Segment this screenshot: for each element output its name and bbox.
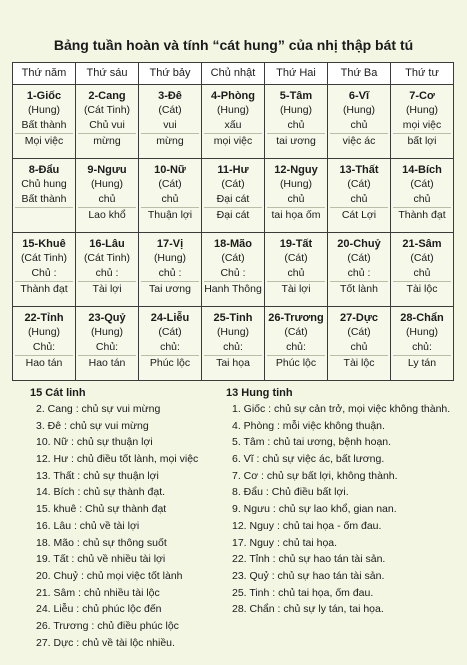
weekday-header: Thứ Hai [265, 63, 328, 85]
star-type: (Hung) [27, 104, 61, 116]
star-line: chủ [413, 193, 431, 205]
star-line: vui [163, 119, 177, 131]
list-item: 12. Hư : chủ điều tốt lành, mọi việc [36, 453, 199, 466]
star-row [13, 307, 454, 381]
star-cell [139, 307, 202, 381]
star-line: Thuận lợi [141, 207, 199, 223]
weekday-header-row [13, 63, 454, 85]
star-type: (Cát) [158, 178, 182, 190]
good-stars-list [30, 385, 210, 651]
star-cell [202, 307, 265, 381]
star-name: 16-Lâu [89, 238, 125, 250]
star-line: chủ [287, 119, 305, 131]
star-line: Chủ : [220, 267, 246, 279]
star-cell [202, 159, 265, 233]
weekday-header: Thứ sáu [76, 63, 139, 85]
good-stars-heading: 15 Cát linh [30, 387, 86, 399]
list-item: 10. Nữ : chủ sự thuận lợi [36, 436, 153, 449]
star-name: 22-Tỉnh [24, 312, 64, 324]
star-line: mọi việc [204, 133, 262, 149]
star-type: (Cát) [158, 104, 182, 116]
star-line: Tốt lành [330, 281, 388, 297]
star-type: (Cát) [158, 326, 182, 338]
star-name: 1-Giốc [26, 90, 62, 102]
star-line: Đại cát [216, 193, 250, 205]
star-line: Tài lợi [78, 281, 136, 297]
star-line: Mọi việc [15, 133, 73, 149]
star-name: 20-Chuỷ [337, 238, 381, 250]
star-type: (Cát) [410, 252, 434, 264]
star-name: 11-Hư [217, 164, 249, 176]
star-cell [391, 307, 454, 381]
star-line: Bất thành [21, 119, 67, 131]
star-name: 17-Vị [156, 238, 184, 250]
list-item: 21. Sâm : chủ nhiều tài lộc [36, 586, 160, 599]
star-line: chủ [350, 119, 368, 131]
list-item: 14. Bích : chủ sự thành đạt. [36, 486, 166, 499]
star-line: chủ: [412, 341, 432, 353]
star-name: 21-Sâm [402, 238, 442, 250]
star-name: 6-Vĩ [348, 90, 370, 102]
star-cell [328, 159, 391, 233]
star-cell [202, 233, 265, 307]
star-line: Phúc lộc [141, 355, 199, 371]
star-line: Chủ vui [89, 119, 125, 131]
star-type: (Cát Tinh) [83, 252, 131, 264]
star-line: tai ương [267, 133, 325, 149]
star-line: Tai họa [204, 355, 262, 371]
list-item: 1. Giốc : chủ sự cản trở, mọi việc không thành. [232, 403, 451, 415]
list-item: 24. Liễu : chủ phúc lộc đến [36, 603, 162, 616]
star-cell [76, 85, 139, 159]
star-line: chủ [287, 267, 305, 279]
star-cell [139, 85, 202, 159]
star-line: mừng [78, 133, 136, 149]
star-cell [13, 159, 76, 233]
star-name: 7-Cơ [409, 90, 435, 102]
weekday-header: Thứ năm [13, 63, 76, 85]
star-type: (Cát) [347, 178, 371, 190]
star-name: 12-Nguy [274, 164, 318, 176]
star-line: chủ : [95, 267, 119, 279]
star-line: Hanh Thông [204, 283, 262, 295]
star-type: (Hung) [405, 326, 439, 338]
bad-stars-list [226, 385, 461, 618]
star-name: 19-Tất [279, 238, 313, 250]
star-cell [265, 159, 328, 233]
star-cell [328, 233, 391, 307]
star-cell [76, 159, 139, 233]
star-line: Chủ: [95, 341, 119, 353]
list-item: 7. Cơ : chủ sự bất lợi, không thành. [232, 469, 398, 482]
list-item: 13. Thất : chủ sự thuận lợi [36, 469, 159, 482]
star-name: 25-Tinh [213, 312, 253, 324]
star-cell [265, 233, 328, 307]
star-line: chủ [350, 341, 368, 353]
star-line: chủ [413, 267, 431, 279]
star-line: chủ [287, 193, 305, 205]
star-type: (Hung) [279, 178, 313, 190]
star-row [13, 159, 454, 233]
star-type: (Cát Tinh) [83, 104, 131, 116]
star-name: 5-Tâm [279, 90, 313, 102]
star-type: (Hung) [216, 326, 250, 338]
star-name: 15-Khuê [22, 238, 66, 250]
star-type: (Cát) [284, 326, 308, 338]
list-item: 16. Lâu : chủ về tài lợi [36, 519, 140, 532]
star-name: 3-Đê [158, 90, 182, 102]
star-cell [76, 233, 139, 307]
star-cell [139, 159, 202, 233]
star-cell [265, 307, 328, 381]
list-item: 5. Tâm : chủ tai ương, bệnh hoạn. [232, 436, 392, 449]
weekday-header: Chủ nhật [202, 63, 265, 85]
star-type: (Cát) [347, 252, 371, 264]
star-type: (Hung) [90, 178, 124, 190]
star-type: (Hung) [27, 326, 61, 338]
star-line: chủ: [286, 341, 306, 353]
star-line [15, 207, 73, 208]
list-item: 9. Ngưu : chủ sự lao khổ, gian nan. [232, 503, 397, 516]
star-line: xấu [224, 119, 242, 131]
star-cell [391, 85, 454, 159]
star-cell [13, 85, 76, 159]
star-line: Cát Lợi [330, 207, 388, 223]
star-line: chủ: [160, 341, 180, 353]
list-item: 26. Trương : chủ điều phúc lộc [36, 619, 179, 632]
list-item: 8. Đẩu : Chủ điều bất lợi. [232, 486, 349, 499]
star-name: 18-Mão [214, 238, 252, 250]
star-type: (Cát Tinh) [20, 252, 68, 264]
list-item: 18. Mão : chủ sự thông suốt [36, 536, 167, 549]
star-line: Chủ : [31, 267, 57, 279]
weekday-header: Thứ tư [391, 63, 454, 85]
star-line: Tai ương [141, 281, 199, 297]
star-line: Phúc lộc [267, 355, 325, 371]
star-line: Hao tán [15, 355, 73, 371]
star-type: (Hung) [216, 104, 250, 116]
star-type: (Cát) [221, 178, 245, 190]
star-line: Hao tán [78, 355, 136, 371]
list-item: 4. Phòng : mỗi việc không thuận. [232, 419, 385, 432]
star-line: mọi việc [402, 119, 442, 131]
star-line: Bất thành [21, 193, 67, 205]
star-cell [202, 85, 265, 159]
star-cell [328, 85, 391, 159]
list-item: 17. Nguy : chủ tai họa. [232, 536, 338, 549]
weekday-header: Thứ Ba [328, 63, 391, 85]
star-line: việc ác [330, 133, 388, 149]
star-cell [391, 159, 454, 233]
star-name: 27-Dực [340, 312, 378, 324]
star-name: 28-Chẩn [400, 312, 444, 324]
star-name: 14-Bích [402, 164, 442, 176]
star-type: (Hung) [153, 252, 187, 264]
star-cell [328, 307, 391, 381]
star-line: chủ [98, 193, 116, 205]
star-line: Lao khổ [78, 207, 136, 223]
star-name: 2-Cang [88, 90, 126, 102]
star-line: Chủ: [32, 341, 56, 353]
star-type: (Hung) [342, 104, 376, 116]
star-type: (Hung) [90, 326, 124, 338]
star-name: 8-Đẩu [28, 164, 60, 176]
star-type: (Cát) [410, 178, 434, 190]
star-line: chủ [350, 193, 368, 205]
star-line: Ly tán [393, 355, 451, 371]
star-line: bất lợi [393, 133, 451, 149]
list-item: 25. Tinh : chủ tai họa, ốm đau. [232, 586, 374, 599]
star-cycle-table [12, 62, 454, 381]
star-line: Tài lộc [393, 281, 451, 297]
star-line: mừng [141, 133, 199, 149]
star-line: chủ: [223, 341, 243, 353]
list-item: 20. Chuỷ : chủ mọi việc tốt lành [36, 569, 183, 582]
star-cell [391, 233, 454, 307]
star-row [13, 85, 454, 159]
star-name: 13-Thất [339, 164, 379, 176]
list-item: 22. Tỉnh : chủ sự hao tán tài sản. [232, 553, 386, 566]
star-line: Đại cát [204, 207, 262, 223]
star-line: chủ : [158, 267, 182, 279]
list-item: 2. Cang : chủ sự vui mừng [36, 403, 161, 415]
star-cell [13, 307, 76, 381]
star-name: 23-Quỷ [88, 312, 126, 324]
star-type: (Hung) [279, 104, 313, 116]
star-cell [265, 85, 328, 159]
star-line: chủ [161, 193, 179, 205]
star-type: (Cát) [284, 252, 308, 264]
star-name: 9-Ngưu [87, 164, 127, 176]
star-line: Tài lợi [267, 281, 325, 297]
star-line: Tài lộc [330, 355, 388, 371]
list-item: 3. Đê : chủ sự vui mừng [36, 419, 149, 432]
star-name: 4-Phòng [211, 90, 255, 102]
star-line: tai họa ốm [267, 207, 325, 223]
star-line: Thành đạt [393, 207, 451, 223]
list-item: 27. Dực : chủ về tài lộc nhiều. [36, 636, 175, 649]
list-item: 28. Chẩn : chủ sự ly tán, tai họa. [232, 603, 384, 616]
page-title: Bảng tuần hoàn và tính “cát hung” của nhị thập bát tú [53, 37, 414, 53]
weekday-header: Thứ bảy [139, 63, 202, 85]
list-item: 15. khuê : Chủ sự thành đạt [36, 503, 167, 516]
star-cell [13, 233, 76, 307]
list-item: 12. Nguy : chủ tai họa - ốm đau. [232, 519, 382, 532]
list-item: 6. Vĩ : chủ sự việc ác, bất lương. [232, 453, 385, 466]
star-name: 10-Nữ [154, 164, 186, 176]
star-line: Thành đạt [15, 281, 73, 297]
star-line: chủ : [347, 267, 371, 279]
star-type: (Cát) [347, 326, 371, 338]
star-name: 24-Liễu [150, 312, 190, 324]
star-type: Chủ hung [21, 178, 67, 190]
star-cell [76, 307, 139, 381]
list-item: 23. Quỷ : chủ sự hao tán tài sản. [232, 569, 385, 582]
bad-stars-heading: 13 Hung tinh [226, 387, 293, 399]
list-item: 19. Tất : chủ về nhiều tài lợi [36, 553, 166, 566]
star-row [13, 233, 454, 307]
star-type: (Cát) [221, 252, 245, 264]
star-name: 26-Trương [268, 312, 324, 324]
star-type: (Hung) [405, 104, 439, 116]
star-cell [139, 233, 202, 307]
